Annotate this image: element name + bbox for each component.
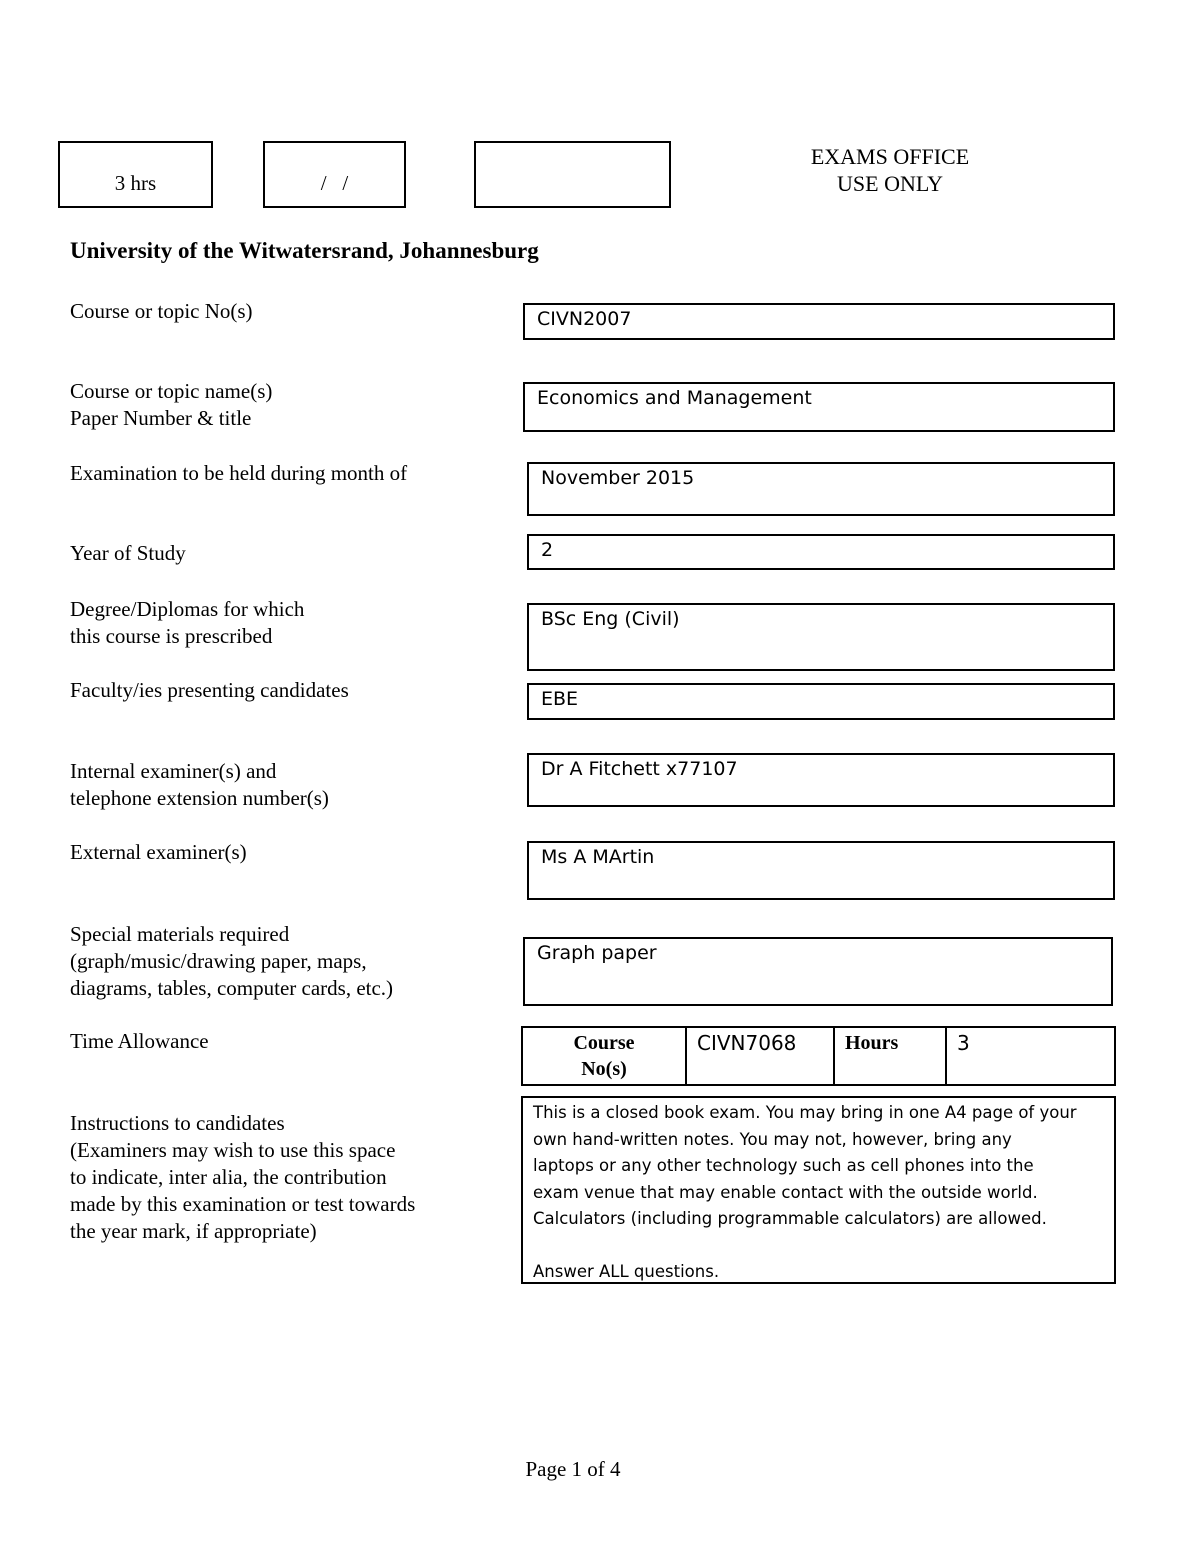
degree-value: BSc Eng (Civil) <box>541 608 680 630</box>
instructions-line1: This is a closed book exam. You may bring in one A4 page of your <box>533 1103 1077 1122</box>
degree-label <box>70 596 304 650</box>
internal-examiner-field <box>527 753 1115 807</box>
exams-office-line2: USE ONLY <box>837 171 943 196</box>
course-no-field <box>523 303 1115 340</box>
instructions-label-line3: to indicate, inter alia, the contribution <box>70 1165 387 1189</box>
exams-office-note <box>780 143 1000 197</box>
course-name-label <box>70 378 272 432</box>
year-of-study-label: Year of Study <box>70 541 186 565</box>
university-title: University of the Witwatersrand, Johannesburg <box>70 238 539 263</box>
instructions-label-line5: the year mark, if appropriate) <box>70 1219 317 1243</box>
year-of-study-field <box>527 534 1115 570</box>
special-materials-label <box>70 921 393 1002</box>
time-allowance-row <box>522 1027 1115 1085</box>
time-allowance-table <box>521 1026 1116 1086</box>
course-name-value: Economics and Management <box>537 387 812 409</box>
hours-value-cell <box>946 1027 1115 1085</box>
instructions-box <box>521 1096 1116 1284</box>
internal-examiner-label <box>70 758 329 812</box>
time-allowance-course-value: CIVN7068 <box>697 1031 797 1055</box>
time-allowance-label: Time Allowance <box>70 1029 209 1053</box>
exams-office-line1: EXAMS OFFICE <box>810 144 970 169</box>
duration-box <box>58 141 213 208</box>
exam-month-value: November 2015 <box>541 467 695 489</box>
internal-examiner-label-line1: Internal examiner(s) and <box>70 759 277 783</box>
special-materials-field <box>523 937 1113 1006</box>
duration-value: 3 hrs <box>114 171 157 195</box>
hours-header: Hours <box>845 1032 899 1054</box>
external-examiner-field <box>527 841 1115 900</box>
instructions-label <box>70 1110 415 1245</box>
blank-box <box>474 141 671 208</box>
external-examiner-label: External examiner(s) <box>70 840 247 864</box>
course-name-field <box>523 382 1115 432</box>
course-no-label: Course or topic No(s) <box>70 299 253 323</box>
degree-field <box>527 603 1115 671</box>
instructions-line6: Answer ALL questions. <box>533 1261 720 1281</box>
page-number: Page 1 of 4 <box>525 1457 621 1481</box>
course-no-header-line2: No(s) <box>581 1058 627 1080</box>
year-of-study-value: 2 <box>541 539 554 561</box>
special-materials-label-line1: Special materials required <box>70 922 290 946</box>
instructions-spacer <box>533 1233 1104 1259</box>
instructions-label-line1: Instructions to candidates <box>70 1111 285 1135</box>
exam-month-label: Examination to be held during month of <box>70 461 408 485</box>
course-name-label-line1: Course or topic name(s) <box>70 379 273 403</box>
instructions-label-line4: made by this examination or test towards <box>70 1192 416 1216</box>
course-no-value-cell <box>686 1027 834 1085</box>
external-examiner-value: Ms A MArtin <box>541 846 655 868</box>
special-materials-label-line3: diagrams, tables, computer cards, etc.) <box>70 976 394 1000</box>
hours-header-cell <box>834 1027 946 1085</box>
instructions-line5: Calculators (including programmable calculators) are allowed. <box>533 1209 1047 1228</box>
faculty-value: EBE <box>541 688 579 710</box>
instructions-line4: exam venue that may enable contact with the outside world. <box>533 1182 1038 1202</box>
special-materials-label-line2: (graph/music/drawing paper, maps, <box>70 949 367 973</box>
instructions-label-line2: (Examiners may wish to use this space <box>70 1138 396 1162</box>
degree-label-line2: this course is prescribed <box>70 624 273 648</box>
degree-label-line1: Degree/Diplomas for which <box>70 597 305 621</box>
date-box <box>263 141 406 208</box>
special-materials-value: Graph paper <box>537 942 657 964</box>
faculty-label: Faculty/ies presenting candidates <box>70 678 349 702</box>
exam-month-field <box>527 462 1115 516</box>
date-value: / / <box>320 171 349 195</box>
hours-value: 3 <box>957 1031 970 1055</box>
instructions-line3: laptops or any other technology such as cell phones into the <box>533 1156 1034 1175</box>
course-no-header-line1: Course <box>573 1032 635 1054</box>
instructions-line2: own hand-written notes. You may not, however, bring any <box>533 1129 1012 1149</box>
faculty-field <box>527 683 1115 720</box>
internal-examiner-value: Dr A Fitchett x77107 <box>541 758 738 780</box>
course-no-header-cell <box>522 1027 686 1085</box>
internal-examiner-label-line2: telephone extension number(s) <box>70 786 329 810</box>
course-no-value: CIVN2007 <box>537 308 632 330</box>
course-name-label-line2: Paper Number & title <box>70 406 252 430</box>
